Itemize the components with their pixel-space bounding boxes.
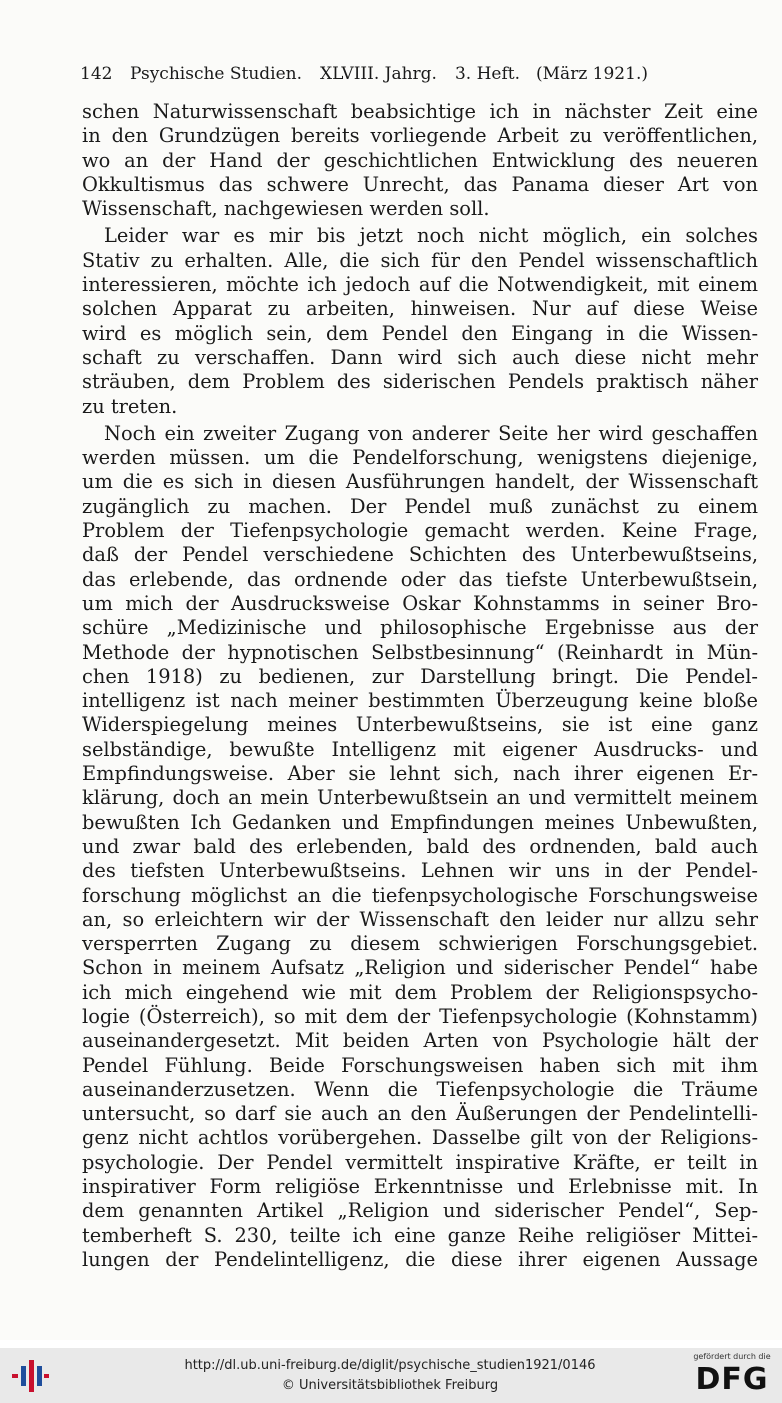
text-line: inspirativer Form religiöse Erkenntnisse und Erlebnisse mit. In: [82, 1175, 758, 1199]
text-line: und zwar bald des erlebenden, bald des ordnenden, bald auch: [82, 834, 758, 858]
copyright-notice: © Universitätsbibliothek Freiburg: [281, 1378, 499, 1393]
text-line: zugänglich zu machen. Der Pendel muß zunächst zu einem: [82, 494, 758, 518]
text-line: untersucht, so darf sie auch an den Äußerungen der Pendelintelli-: [82, 1102, 758, 1126]
dfg-logo-icon: [690, 1352, 774, 1400]
text-line: des tiefsten Unterbewußtseins. Lehnen wir uns in der Pendel-: [82, 859, 758, 883]
text-line: chen 1918) zu bedienen, zur Darstellung bringt. Die Pendel-: [82, 664, 758, 688]
source-url[interactable]: http://dl.ub.uni-freiburg.de/diglit/psychische_studien1921/0146: [184, 1358, 596, 1373]
journal-title: Psychische Studien.: [130, 64, 303, 84]
dfg-caption: gefördert durch die: [693, 1352, 771, 1361]
text-line: klärung, doch an mein Unterbewußtsein an und vermittelt meinem: [82, 786, 758, 810]
running-header: [80, 64, 760, 84]
text-line: bewußten Ich Gedanken und Empfindungen meines Unbewußten,: [82, 810, 758, 834]
text-line: Wissenschaft, nachgewiesen werden soll.: [82, 197, 490, 221]
text-line: interessieren, möchte ich jedoch auf die Notwendigkeit, mit einem: [82, 273, 758, 297]
text-line: werden müssen. um die Pendelforschung, wenigstens diejenige,: [82, 446, 758, 470]
text-line: wird es möglich sein, dem Pendel den Eingang in die Wissen-: [82, 321, 758, 345]
text-line: sträuben, dem Problem des siderischen Pendels praktisch näher: [82, 370, 758, 394]
paragraph: [82, 100, 758, 221]
text-line: um mich der Ausdrucksweise Oskar Kohnstamms in seiner Bro-: [82, 591, 758, 615]
text-line: an, so erleichtern wir der Wissenschaft den leider nur allzu sehr: [82, 907, 758, 931]
text-line: auseinanderzusetzen. Wenn die Tiefenpsychologie die Träume: [82, 1077, 758, 1101]
dfg-letters: DFG: [695, 1362, 769, 1397]
text-line: das erlebende, das ordnende oder das tiefste Unterbewußtsein,: [82, 567, 758, 591]
text-line: ich mich eingehend wie mit dem Problem der Religionspsycho-: [82, 980, 758, 1004]
text-line: Empfindungsweise. Aber sie lehnt sich, nach ihrer eigenen Er-: [82, 762, 758, 786]
paragraph: [82, 422, 758, 1272]
text-line: Problem der Tiefenpsychologie gemacht werden. Keine Frage,: [82, 519, 758, 543]
text-line: lungen der Pendelintelligenz, die diese ihrer eigenen Aussage: [82, 1247, 758, 1271]
text-line: dem genannten Artikel „Religion und siderischer Pendel“, Sep-: [82, 1199, 758, 1223]
paragraph: [82, 224, 758, 418]
body-text: [82, 100, 758, 1272]
text-line: in den Grundzügen bereits vorliegende Arbeit zu veröffentlichen,: [82, 124, 758, 148]
text-line: forschung möglichst an die tiefenpsychologische Forschungsweise: [82, 883, 758, 907]
text-line: um die es sich in diesen Ausführungen handelt, der Wissenschaft: [82, 470, 758, 494]
text-line: schen Naturwissenschaft beabsichtige ich in nächster Zeit eine: [82, 100, 758, 123]
text-line: genz nicht achtlos vorübergehen. Dasselbe gilt von der Religions-: [82, 1126, 758, 1150]
text-line: Methode der hypnotischen Selbstbesinnung“ (Reinhardt in Mün-: [82, 640, 758, 664]
text-line: Leider war es mir bis jetzt noch nicht möglich, ein solches: [104, 224, 758, 248]
text-line: daß der Pendel verschiedene Schichten des Unterbewußtseins,: [82, 543, 758, 567]
text-line: wo an der Hand der geschichtlichen Entwicklung des neueren: [82, 148, 758, 172]
ub-freiburg-logo-icon: [10, 1356, 50, 1396]
text-line: solchen Apparat zu arbeiten, hinweisen. Nur auf diese Weise: [82, 297, 758, 321]
digitization-footer: [0, 1348, 782, 1403]
text-line: psychologie. Der Pendel vermittelt inspirative Kräfte, er teilt in: [82, 1150, 758, 1174]
text-line: intelligenz ist nach meiner bestimmten Überzeugung keine bloße: [82, 689, 758, 713]
text-line: auseinandergesetzt. Mit beiden Arten von Psychologie hält der: [82, 1029, 758, 1053]
text-line: schüre „Medizinische und philosophische Ergebnisse aus der: [82, 616, 758, 640]
volume-label: XLVIII. Jahrg.: [320, 64, 437, 84]
text-line: selbständige, bewußte Intelligenz mit eigener Ausdrucks- und: [82, 737, 758, 761]
issue-date: (März 1921.): [536, 64, 648, 84]
text-line: temberheft S. 230, teilte ich eine ganze Reihe religiöser Mittei-: [82, 1223, 758, 1247]
page-number: 142: [80, 64, 113, 84]
text-line: zu treten.: [82, 394, 178, 418]
text-line: Widerspiegelung meines Unterbewußtseins, sie ist eine ganz: [82, 713, 758, 737]
text-line: versperrten Zugang zu diesem schwierigen Forschungsgebiet.: [82, 932, 758, 956]
text-line: schaft zu verschaffen. Dann wird sich auch diese nicht mehr: [82, 345, 758, 369]
text-line: Noch ein zweiter Zugang von anderer Seite her wird geschaffen: [104, 421, 758, 445]
text-line: Pendel Fühlung. Beide Forschungsweisen haben sich mit ihm: [82, 1053, 758, 1077]
text-line: Schon in meinem Aufsatz „Religion und siderischer Pendel“ habe: [82, 956, 758, 980]
text-line: Okkultismus das schwere Unrecht, das Panama dieser Art von: [82, 172, 758, 196]
issue-label: 3. Heft.: [454, 64, 521, 84]
text-line: logie (Österreich), so mit dem der Tiefenpsychologie (Kohnstamm): [82, 1004, 758, 1028]
text-line: Stativ zu erhalten. Alle, die sich für den Pendel wissenschaftlich: [82, 248, 758, 272]
